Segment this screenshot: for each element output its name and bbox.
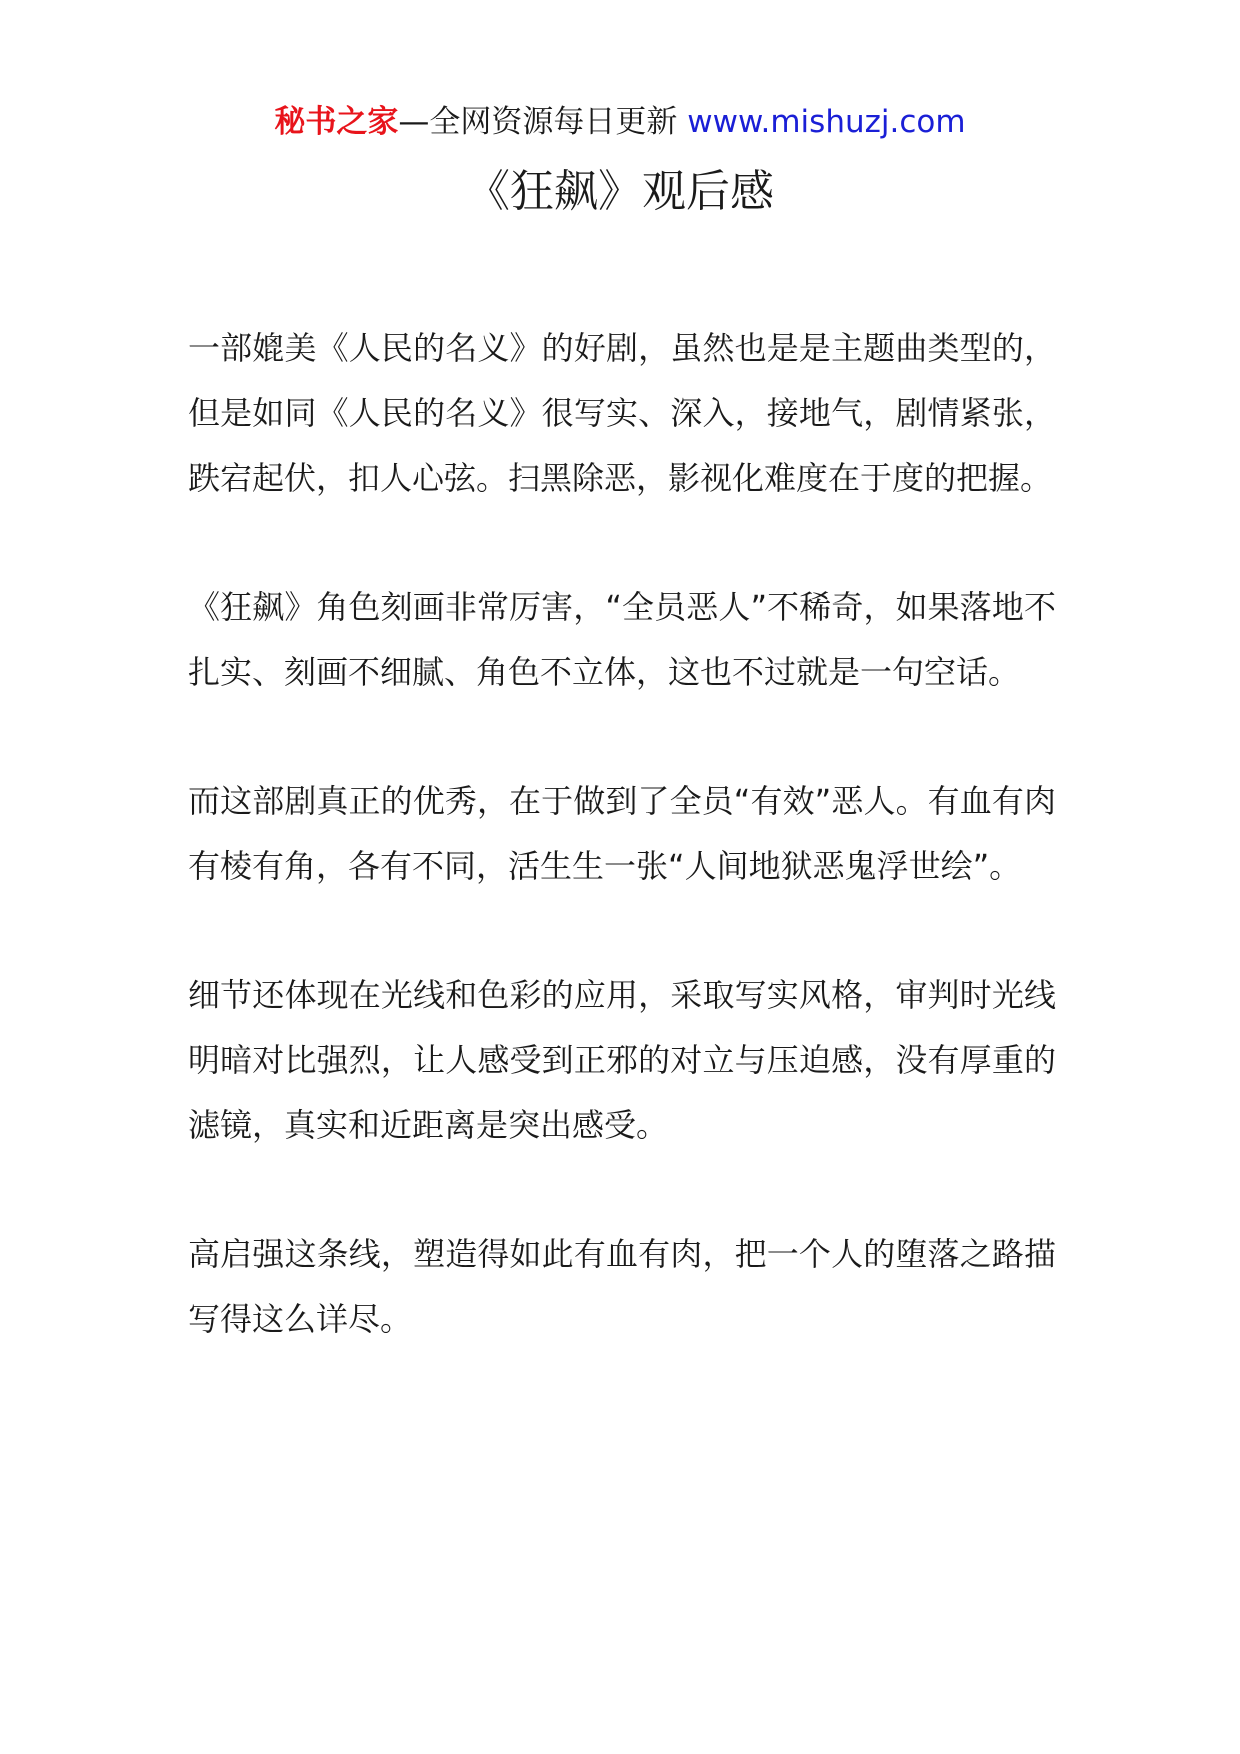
brand-name: 秘书之家 (274, 104, 399, 140)
site-header (0, 100, 1240, 144)
site-url-link[interactable]: www.mishuzj.com (687, 104, 966, 140)
header-slogan: —全网资源每日更新 (398, 104, 688, 140)
paragraph: 而这部剧真正的优秀，在于做到了全员“有效”恶人。有血有肉有棱有角，各有不同，活生生一张“人间地狱恶鬼浮世绘”。 (188, 782, 1056, 885)
document-title: 《狂飙》观后感 (466, 166, 774, 217)
paragraph: 一部媲美《人民的名义》的好剧，虽然也是是主题曲类型的，但是如同《人民的名义》很写实、深入，接地气，剧情紧张，跌宕起伏，扣人心弦。扫黑除恶，影视化难度在于度的把握。 (188, 329, 1056, 497)
document-body (188, 316, 1056, 1416)
paragraph: 高启强这条线，塑造得如此有血有肉，把一个人的堕落之路描写得这么详尽。 (188, 1235, 1056, 1338)
paragraph: 《狂飙》角色刻画非常厉害，“全员恶人”不稀奇，如果落地不扎实、刻画不细腻、角色不立体，这也不过就是一句空话。 (188, 588, 1056, 691)
paragraph: 细节还体现在光线和色彩的应用，采取写实风格，审判时光线明暗对比强烈，让人感受到正邪的对立与压迫感，没有厚重的滤镜，真实和近距离是突出感受。 (188, 976, 1056, 1144)
